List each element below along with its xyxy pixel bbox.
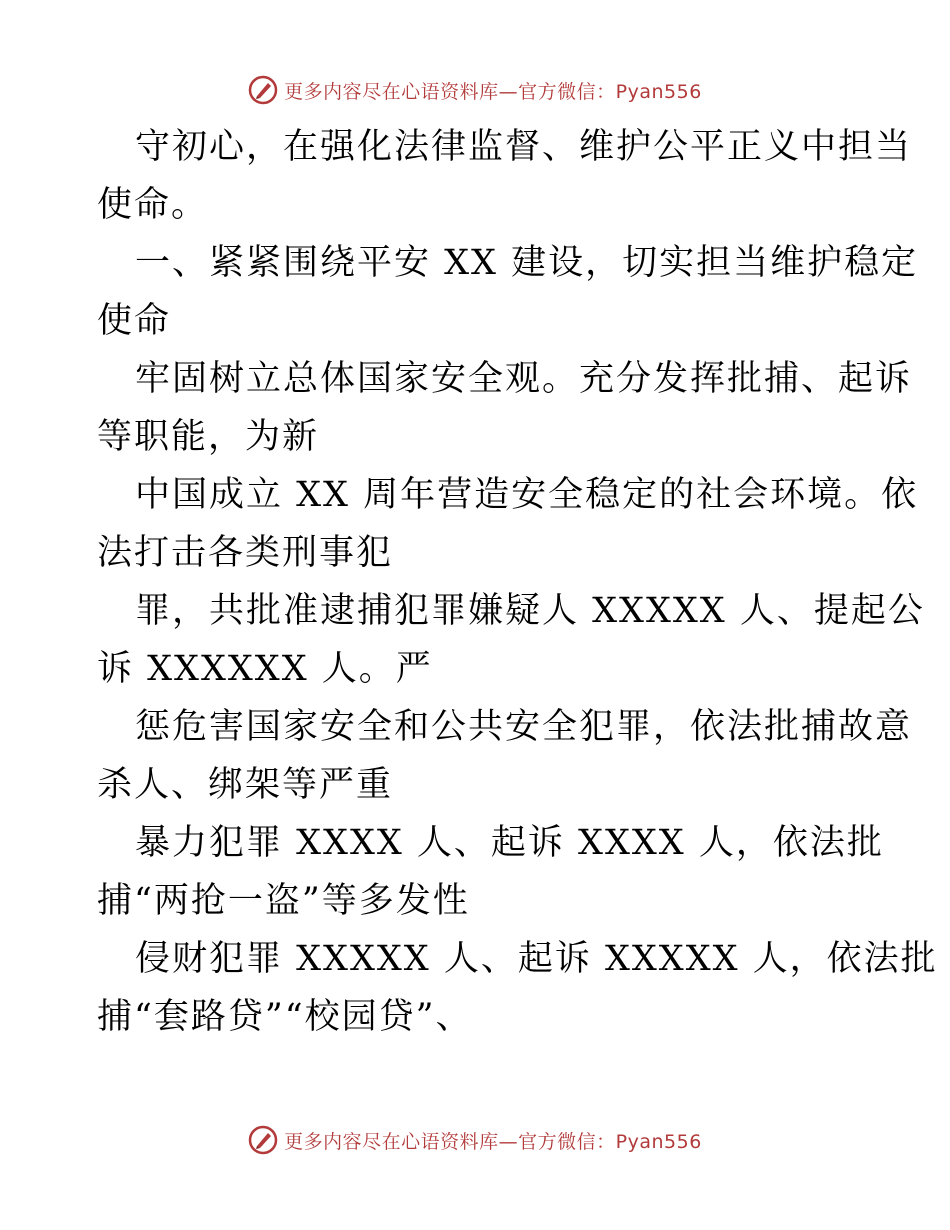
paragraph — [97, 118, 913, 234]
text-line: 使命 — [97, 301, 172, 341]
paragraph — [97, 814, 884, 930]
document-body — [97, 118, 938, 1046]
paragraph — [97, 350, 913, 466]
text-line: 一、紧紧围绕平安 XX 建设，切实担当维护稳定 — [135, 243, 919, 283]
text-line: 中国成立 XX 周年营造安全稳定的社会环境。依 — [135, 475, 919, 515]
text-line: 暴力犯罪 XXXX 人、起诉 XXXX 人，依法批 — [135, 823, 884, 863]
pen-logo-icon — [248, 1125, 278, 1155]
text-line: 侵财犯罪 XXXXX 人、起诉 XXXXX 人，依法批 — [135, 939, 938, 979]
footer-watermark — [0, 1120, 950, 1160]
text-line: 守初心，在强化法律监督、维护公平正义中担当 — [135, 127, 913, 167]
paragraph — [97, 466, 919, 582]
text-line: 牢固树立总体国家安全观。充分发挥批捕、起诉 — [135, 359, 913, 399]
text-line: 杀人、绑架等严重 — [97, 765, 394, 805]
text-line: 捕“两抢一盗”等多发性 — [97, 881, 470, 921]
text-line: 法打击各类刑事犯 — [97, 533, 394, 573]
text-line: 罪，共批准逮捕犯罪嫌疑人 XXXXX 人、提起公 — [135, 591, 925, 631]
text-line: 捕“套路贷”“校园贷”、 — [97, 997, 473, 1037]
header-watermark — [0, 70, 950, 110]
paragraph — [97, 698, 913, 814]
paragraph — [97, 930, 938, 1046]
section-heading — [97, 234, 919, 350]
watermark-text: 更多内容尽在心语资料库—官方微信：Pyan556 — [284, 80, 702, 103]
pen-logo-icon — [248, 75, 278, 105]
paragraph — [97, 582, 925, 698]
text-line: 使命。 — [97, 185, 209, 225]
text-line: 惩危害国家安全和公共安全犯罪，依法批捕故意 — [135, 707, 913, 747]
text-line: 诉 XXXXXX 人。严 — [97, 649, 433, 689]
text-line: 等职能，为新 — [97, 417, 320, 457]
watermark-text: 更多内容尽在心语资料库—官方微信：Pyan556 — [284, 1130, 702, 1153]
